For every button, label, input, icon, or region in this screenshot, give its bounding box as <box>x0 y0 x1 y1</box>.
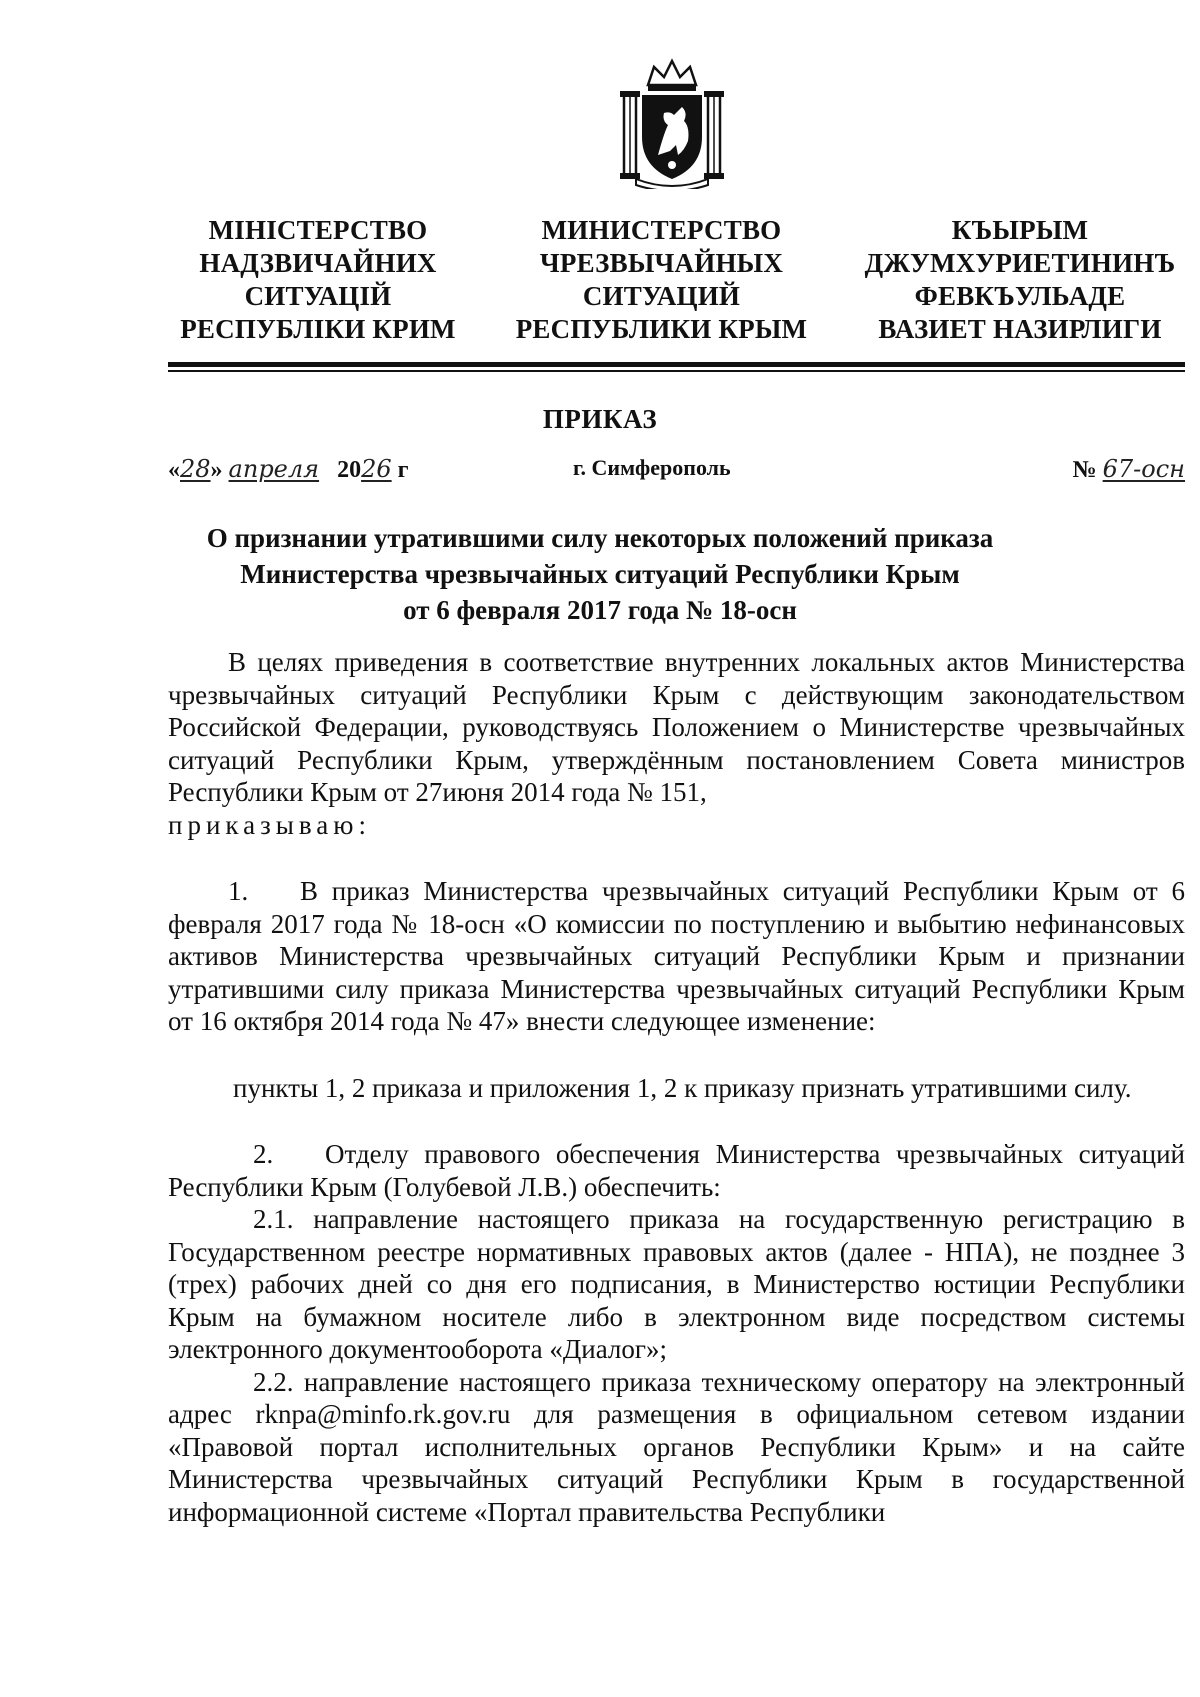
order-title: ПРИКАЗ <box>542 404 658 434</box>
document-title: О признании утратившими силу некоторых положений приказа Министерства чрезвычайных ситуаций Республики Крым от 6 февраля 2017 года № 18-осн <box>206 523 994 625</box>
paragraph-2: 2. Отделу правового обеспечения Министерства чрезвычайных ситуаций Республики Крым (Голубевой Л.В.) обеспечить: <box>168 1139 1185 1202</box>
header-divider-thin <box>168 370 1185 372</box>
header-crimean-tatar: КЪЫРЫМ ДЖУМХУРИЕТИНИНЪ ФЕВКЪУЛЬАДЕ ВАЗИЕТ НАЗИРЛИГИ <box>864 215 1176 344</box>
crimea-coat-of-arms-emblem <box>618 55 726 189</box>
decree-word: приказываю: <box>168 809 371 840</box>
paragraph-2-2: 2.2. направление настоящего приказа техническому оператору на электронный адрес rknpa@minfo.rk.gov.ru для размещения в официальном сетевом издании «Правовой портал исполнительных органов Республики Крым» и на сайте Министерства чрезвычайных ситуаций Республики Крым в государственной информационной системе «Портал правительства Республики <box>168 1366 1185 1527</box>
handwritten-day: 28 <box>180 455 211 483</box>
paragraph-1: 1. В приказ Министерства чрезвычайных ситуаций Республики Крым от 6 февраля 2017 года № 18-осн «О комиссии по поступлению и выбытию нефинансовых активов Министерства чрезвычайных ситуаций Республики Крым и признании утратившими силу приказа Министерства чрезвычайных ситуаций Республики Крым от 16 октября 2014 года № 47» внести следующее изменение: <box>168 876 1185 1036</box>
ministry-header <box>168 214 1185 346</box>
order-city: г. Симферополь <box>573 455 731 480</box>
header-russian: МИНИСТЕРСТВО ЧРЕЗВЫЧАЙНЫХ СИТУАЦИЙ РЕСПУБЛИКИ КРЫМ <box>515 215 808 344</box>
handwritten-year: 26 <box>361 455 392 483</box>
paragraph-1-change: пункты 1, 2 приказа и приложения 1, 2 к приказу признать утратившими силу. <box>233 1072 1132 1103</box>
order-date: «28» апреля 2026 г <box>168 455 409 483</box>
order-date-line <box>168 455 1185 495</box>
header-divider-thick <box>168 362 1185 367</box>
order-number: № 67-осн <box>1072 455 1185 483</box>
handwritten-month: апреля <box>228 455 320 483</box>
handwritten-number: 67-осн <box>1102 455 1185 483</box>
paragraph-2-1: 2.1. направление настоящего приказа на государственную регистрацию в Государственном реестре нормативных правовых актов (далее - НПА), не позднее 3 (трех) рабочих дней со дня его подписания, в Министерство юстиции Республики Крым на бумажном носителе либо в электронном виде посредством системы электронного документооборота «Диалог»; <box>168 1204 1185 1364</box>
document-body <box>168 646 1185 1528</box>
intro-paragraph: В целях приведения в соответствие внутренних локальных актов Министерства чрезвычайных ситуаций Республики Крым с действующим законодательством Российской Федерации, руководствуясь Положением о Министерстве чрезвычайных ситуаций Республики Крым, утверждённым постановлением Совета министров Республики Крым от 27июня 2014 года № 151, <box>168 647 1185 807</box>
header-ukrainian: МІНІСТЕРСТВО НАДЗВИЧАЙНИХ СИТУАЦІЙ РЕСПУБЛІКИ КРИМ <box>180 215 456 344</box>
